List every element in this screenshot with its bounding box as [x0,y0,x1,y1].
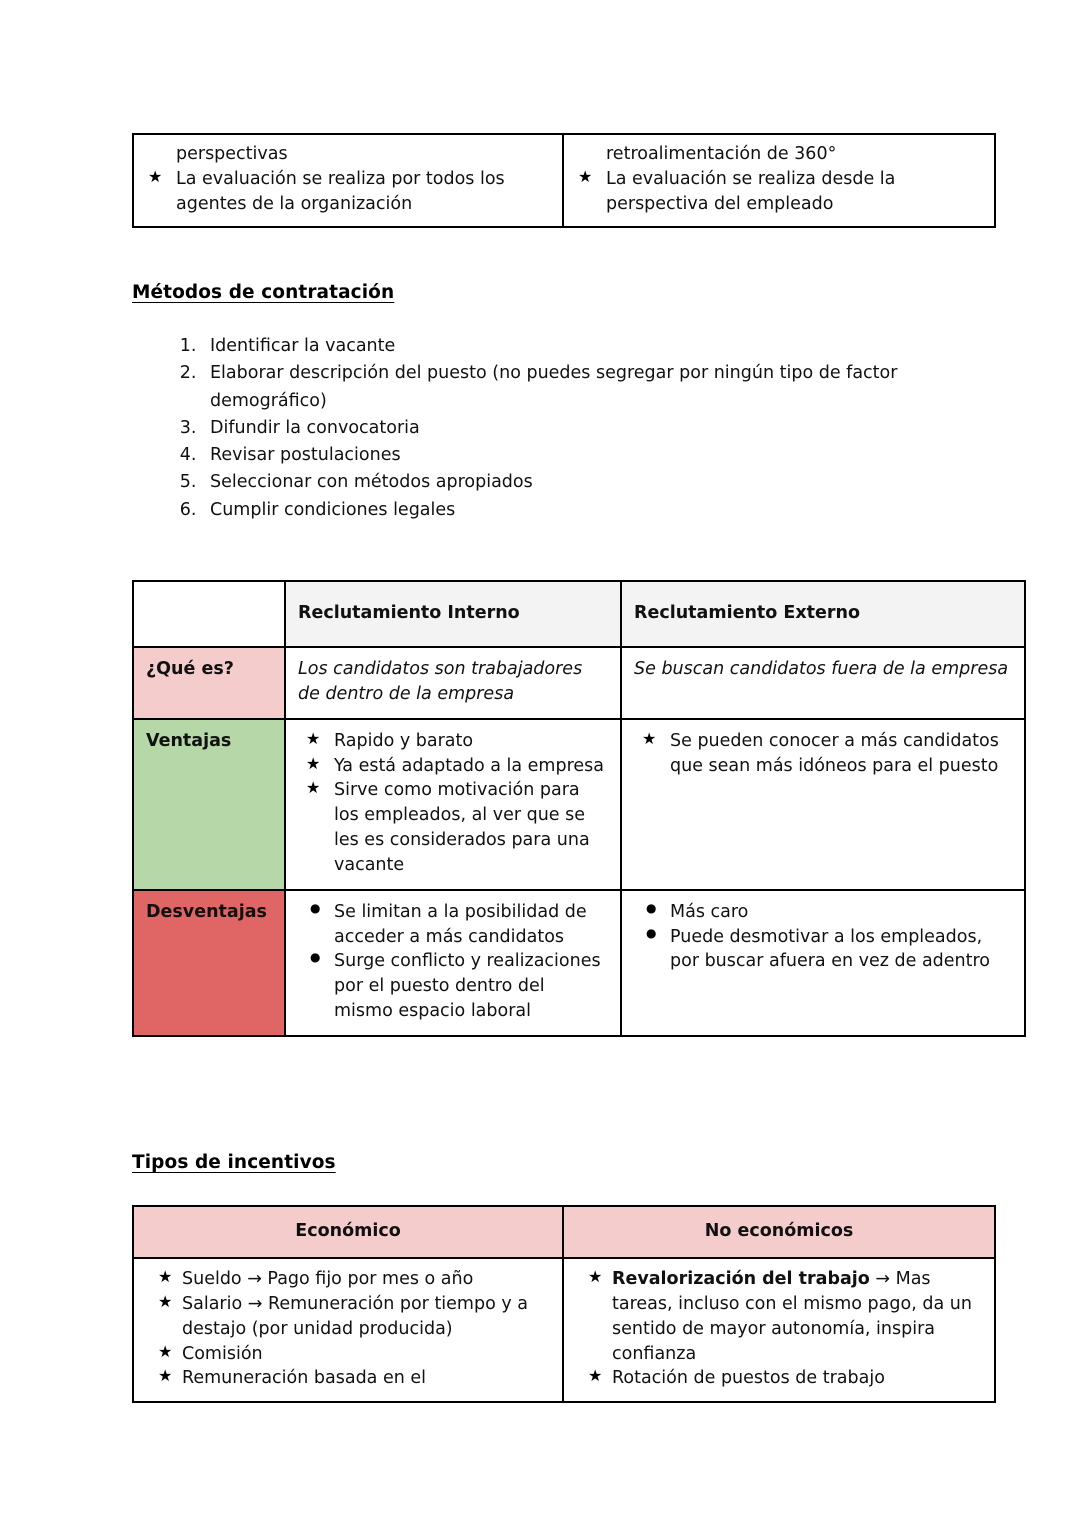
section-heading-incentivos: Tipos de incentivos [132,1152,336,1173]
row-label-quees: ¿Qué es? [133,647,285,719]
top-table-cell-left [133,134,563,227]
header-blank-cell [133,581,285,647]
list-item: ★ Sirve como motivación para los empleados, al ver que se les es considerados para una vacante [298,778,608,877]
desventajas-external-cell [621,890,1025,1036]
lead-line-right: retroalimentación de 360° [606,144,837,164]
star-list [634,729,1012,779]
star-list [146,1267,550,1391]
list-item: ★ Sueldo → Pago fijo por mes o año [146,1267,550,1292]
metodos-ordered-list [160,333,962,524]
list-item: ★ Ya está adaptado a la empresa [298,754,608,779]
desventajas-internal-cell [285,890,621,1036]
list-item: 2. Elaborar descripción del puesto (no puedes segregar por ningún tipo de factor demográfico) [202,360,962,415]
incentives-table [132,1205,996,1403]
header-no-economicos: No económicos [563,1206,995,1258]
list-item: ★ Se pueden conocer a más candidatos que sean más idóneos para el puesto [634,729,1012,779]
ventajas-internal-cell [285,719,621,890]
no-economicos-cell [563,1258,995,1402]
star-list [576,1267,982,1391]
list-item: ★ La evaluación se realiza desde la perspectiva del empleado [574,167,984,217]
dot-list [634,900,1012,975]
table-row-ventajas [133,719,1025,890]
bullet-rest: → Mas tareas, incluso con el mismo pago, da un sentido de mayor autonomía, inspira confianza [612,1269,972,1364]
section-heading-metodos: Métodos de contratación [132,282,395,303]
star-list-left [144,167,552,217]
list-item: ★ Rapido y barato [298,729,608,754]
quees-internal-text: Los candidatos son trabajadores de dentro de la empresa [285,647,621,719]
list-item: ★ Comisión [146,1342,550,1367]
header-internal: Reclutamiento Interno [285,581,621,647]
list-item: ★ La evaluación se realiza por todos los agentes de la organización [144,167,552,217]
list-item: ★ Remuneración basada en el [146,1366,550,1391]
header-external: Reclutamiento Externo [621,581,1025,647]
list-item [576,1366,982,1391]
lead-line-left: perspectivas [176,144,288,164]
list-item [576,1267,982,1366]
list-item: 1. Identificar la vacante [202,333,962,360]
table-row-quees [133,647,1025,719]
list-item: ● Se limitan a la posibilidad de acceder a más candidatos [298,900,608,950]
economico-cell [133,1258,563,1402]
list-item: 5. Seleccionar con métodos apropiados [202,469,962,496]
continuation-table [132,133,996,228]
header-economico: Económico [133,1206,563,1258]
list-item: 3. Difundir la convocatoria [202,415,962,442]
table-row-desventajas [133,890,1025,1036]
top-table-cell-right [563,134,995,227]
list-item: ● Puede desmotivar a los empleados, por buscar afuera en vez de adentro [634,925,1012,975]
table-header-row [133,1206,995,1258]
bullet-rest: Rotación de puestos de trabajo [612,1368,885,1389]
list-item: 4. Revisar postulaciones [202,442,962,469]
table-row [133,134,995,227]
row-label-ventajas: Ventajas [133,719,285,890]
quees-external-text: Se buscan candidatos fuera de la empresa [621,647,1025,719]
dot-list [298,900,608,1024]
star-list [298,729,608,878]
row-label-desventajas: Desventajas [133,890,285,1036]
list-item: ● Surge conflicto y realizaciones por el puesto dentro del mismo espacio laboral [298,949,608,1024]
list-item: 6. Cumplir condiciones legales [202,497,962,524]
table-header-row [133,581,1025,647]
list-item: ● Más caro [634,900,1012,925]
list-item: ★ Salario → Remuneración por tiempo y a destajo (por unidad producida) [146,1292,550,1342]
ventajas-external-cell [621,719,1025,890]
table-row [133,1258,995,1402]
star-list-right [574,167,984,217]
bullet-bold-lead: Revalorización del trabajo [612,1269,870,1289]
recruitment-comparison-table [132,580,1026,1037]
